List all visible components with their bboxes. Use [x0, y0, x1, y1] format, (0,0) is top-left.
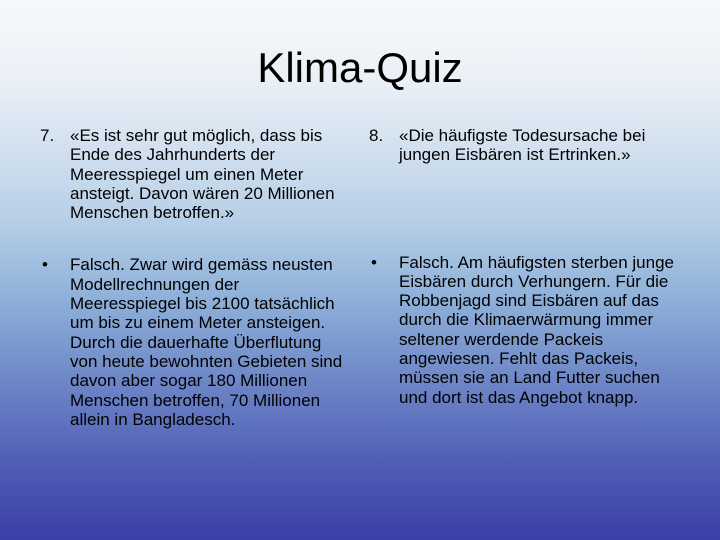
- question-text: «Die häufigste Todesursache bei jungen Eisbären ist Ertrinken.»: [399, 126, 646, 165]
- answer-7: [40, 255, 352, 429]
- bullet-icon: •: [371, 252, 377, 272]
- quiz-column-right: [369, 126, 687, 407]
- question-number: 8.: [369, 126, 384, 145]
- question-7: [40, 126, 352, 222]
- question-8: [369, 126, 687, 165]
- answer-text: Zwar wird gemäss neusten Modellrechnungen der Meeresspiegel bis 2100 tatsächlich um bis zu einem Meter ansteigen. Durch die dauerhafte Überflutung von heute bewohnten Gebieten sind davon aber sogar 180 Millionen Menschen betroffen, 70 Millionen allein in Bangladesch.: [70, 255, 343, 429]
- question-text: «Es ist sehr gut möglich, dass bis Ende des Jahrhunderts der Meeresspiegel um einen Meter ansteigt. Davon wären 20 Millionen Menschen betroffen.»: [70, 126, 335, 223]
- slide-title: Klima-Quiz: [257, 44, 463, 91]
- quiz-column-left: [40, 126, 352, 429]
- answer-verdict: Falsch.: [70, 255, 125, 275]
- question-number: 7.: [40, 126, 55, 145]
- bullet-icon: •: [42, 255, 48, 275]
- answer-8: [369, 253, 687, 407]
- answer-text: Am häufigsten sterben junge Eisbären durch Verhungern. Für die Robbenjagd sind Eisbären auf das durch die Klimaerwärmung immer seltener werdende Packeis angewiesen. Fehlt das Packeis, müssen sie an Land Futter suchen und dort ist das Angebot knapp.: [399, 252, 674, 407]
- answer-verdict: Falsch.: [399, 252, 454, 272]
